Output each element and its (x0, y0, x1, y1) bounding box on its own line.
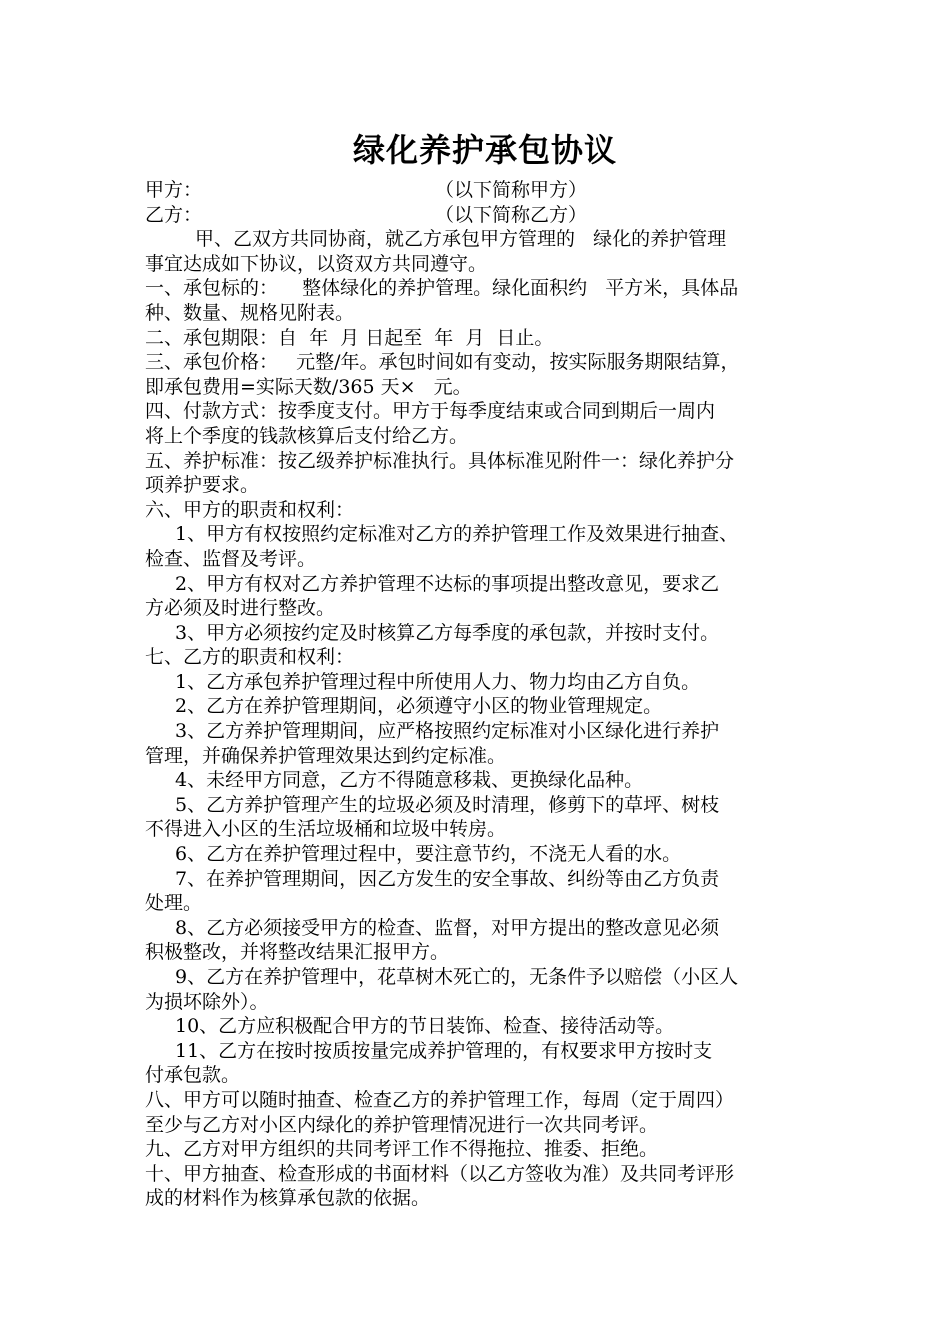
text-line: 一、承包标的： 整体绿化的养护管理。绿化面积约 平方米，具体品 (145, 277, 739, 300)
text-line: 1、乙方承包养护管理过程中所使用人力、物力均由乙方自负。 (175, 670, 701, 693)
text-line: 积极整改，并将整改结果汇报甲方。 (145, 941, 450, 964)
text-line: 七、乙方的职责和权利： (145, 646, 355, 669)
text-line: 事宜达成如下协议，以资双方共同遵守。 (145, 252, 488, 275)
text-line: 方必须及时进行整改。 (145, 597, 336, 620)
text-line: 10、乙方应积极配合甲方的节日装饰、检查、接待活动等。 (175, 1015, 675, 1038)
text-line: 不得进入小区的生活垃圾桶和垃圾中转房。 (145, 818, 507, 841)
text-line: 3、乙方养护管理期间，应严格按照约定标准对小区绿化进行养护 (175, 720, 720, 743)
text-line: 2、乙方在养护管理期间，必须遵守小区的物业管理规定。 (175, 695, 663, 718)
text-line: 二、承包期限：自 年 月 日起至 年 月 日止。 (145, 326, 554, 349)
text-line: 六、甲方的职责和权利： (145, 498, 355, 521)
document-title: 绿化养护承包协议 (352, 131, 617, 169)
text-line: 十、甲方抽查、检查形成的书面材料（以乙方签收为准）及共同考评形 (145, 1162, 735, 1185)
text-line: 五、养护标准：按乙级养护标准执行。具体标准见附件一：绿化养护分 (145, 449, 735, 472)
text-line: 至少与乙方对小区内绿化的养护管理情况进行一次共同考评。 (145, 1113, 659, 1136)
party-b-note: （以下简称乙方） (435, 203, 588, 226)
document-page (145, 128, 825, 1211)
text-line: 9、乙方在养护管理中，花草树木死亡的，无条件予以赔偿（小区人 (175, 966, 739, 988)
text-line: 甲、乙双方共同协商，就乙方承包甲方管理的 绿化的养护管理 (195, 228, 727, 251)
text-line: 即承包费用=实际天数/365 天× 元。 (145, 375, 472, 398)
text-line: 将上个季度的钱款核算后支付给乙方。 (145, 424, 469, 447)
text-line: 1、甲方有权按照约定标准对乙方的养护管理工作及效果进行抽查、 (175, 523, 739, 546)
text-line: 3、甲方必须按约定及时核算乙方每季度的承包款，并按时支付。 (175, 621, 720, 644)
text-line: 6、乙方在养护管理过程中，要注意节约，不浇无人看的水。 (175, 843, 682, 866)
party-a-label: 甲方： (145, 179, 203, 201)
text-line: 八、甲方可以随时抽查、检查乙方的养护管理工作，每周（定于周四） (145, 1088, 735, 1111)
party-a-note: （以下简称甲方） (435, 179, 588, 201)
text-line: 4、未经甲方同意，乙方不得随意移栽、更换绿化品种。 (175, 769, 644, 792)
text-line: 5、乙方养护管理产生的垃圾必须及时清理，修剪下的草坪、树枝 (175, 793, 720, 816)
party-a-line (145, 178, 825, 203)
text-line: 付承包款。 (145, 1064, 241, 1087)
text-line: 7、在养护管理期间，因乙方发生的安全事故、纠纷等由乙方负责 (175, 867, 720, 890)
party-b-line (145, 203, 825, 228)
party-b-label: 乙方： (145, 203, 203, 226)
text-line: 11、乙方在按时按质按量完成养护管理的，有权要求甲方按时支 (175, 1039, 713, 1062)
text-line: 九、乙方对甲方组织的共同考评工作不得拖拉、推委、拒绝。 (145, 1138, 659, 1161)
text-line: 为损坏除外）。 (145, 990, 269, 1013)
text-line: 种、数量、规格见附表。 (145, 301, 355, 324)
text-line: 检查、监督及考评。 (145, 547, 317, 570)
text-line: 项养护要求。 (145, 474, 260, 497)
agreement-body (145, 227, 825, 1211)
text-line: 处理。 (145, 892, 203, 915)
text-line: 8、乙方必须接受甲方的检查、监督，对甲方提出的整改意见必须 (175, 916, 720, 939)
text-line: 三、承包价格： 元整/年。承包时间如有变动，按实际服务期限结算， (145, 351, 740, 374)
text-line: 成的材料作为核算承包款的依据。 (145, 1187, 431, 1210)
text-line: 2、甲方有权对乙方养护管理不达标的事项提出整改意见，要求乙 (175, 572, 720, 595)
text-line: 管理，并确保养护管理效果达到约定标准。 (145, 744, 507, 767)
text-line: 四、付款方式：按季度支付。甲方于每季度结束或合同到期后一周内 (145, 400, 716, 423)
